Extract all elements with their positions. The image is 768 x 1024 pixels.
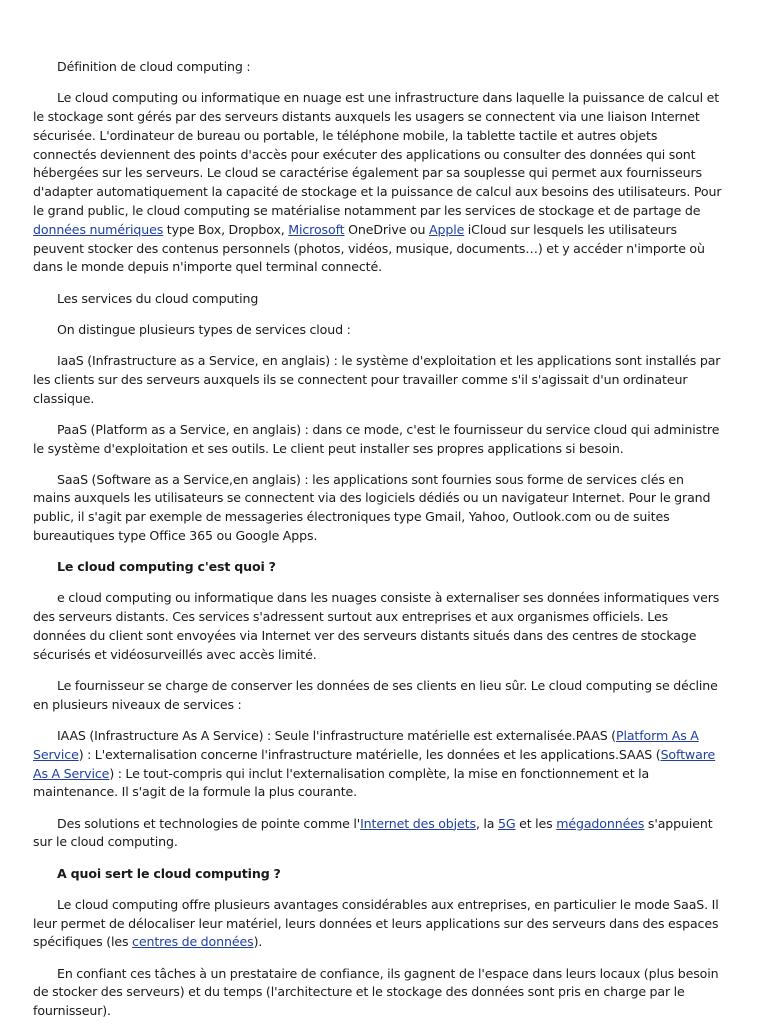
text-run: Le cloud computing c'est quoi ? bbox=[57, 559, 276, 575]
text-run: Le fournisseur se charge de conserver les données de ses clients en lieu sûr. Le cloud computing se décline en plusieurs niveaux de services : bbox=[33, 678, 718, 712]
paragraph bbox=[33, 89, 724, 277]
text-run: iCloud sur lesquels les utilisateurs peuvent stocker des contenus personnels (photos, vidéos, musique, documents…) et y accéder n'importe où dans le monde depuis n'importe quel terminal connecté. bbox=[33, 221, 705, 275]
text-run: et les bbox=[515, 815, 557, 831]
text-run: IaaS (Infrastructure as a Service, en anglais) : le système d'exploitation et les applications sont installés par les clients sur des serveurs auxquels ils se connectent pour travailler comme s'il s'agissait d'un ordinateur classique. bbox=[33, 352, 721, 406]
paragraph bbox=[33, 727, 724, 802]
paragraph bbox=[33, 58, 724, 77]
text-run: e cloud computing ou informatique dans les nuages consiste à externaliser ses données informatiques vers des serveurs distants. Ces services s'adressent surtout aux entreprises et aux organismes officiels. Les données du client sont envoyées via Internet ver des serveurs distants situés dans des centres de stockage sécurisés et vidéosurveillés avec accès limité. bbox=[33, 590, 720, 662]
text-run: En confiant ces tâches à un prestataire de confiance, ils gagnent de l'espace dans leurs locaux (plus besoin de stocker des serveurs) et du temps (l'architecture et le stockage des données sont pris en charge par le fournisseur). bbox=[33, 965, 719, 1019]
paragraph bbox=[33, 471, 724, 546]
text-run: ) : L'externalisation concerne l'infrastructure matérielle, les données et les applications.SAAS ( bbox=[78, 746, 661, 762]
text-run: Le cloud computing offre plusieurs avantages considérables aux entreprises, en particulier le mode SaaS. Il leur permet de délocaliser leur matériel, leurs données et leurs applications sur des serveurs dans des espaces spécifiques (les bbox=[33, 896, 719, 950]
text-run: Des solutions et technologies de pointe comme l' bbox=[57, 815, 361, 831]
section-heading bbox=[33, 558, 724, 577]
paragraph bbox=[33, 290, 724, 309]
hyperlink[interactable]: 5G bbox=[497, 815, 516, 831]
paragraph bbox=[33, 589, 724, 664]
text-run: Définition de cloud computing : bbox=[57, 59, 251, 74]
hyperlink[interactable]: mégadonnées bbox=[556, 815, 645, 831]
hyperlink[interactable]: données numériques bbox=[33, 221, 164, 237]
text-run: A quoi sert le cloud computing ? bbox=[57, 865, 281, 881]
text-run: ). bbox=[253, 934, 263, 950]
text-run: SaaS (Software as a Service,en anglais) : les applications sont fournies sous forme de services clés en mains auxquels les utilisateurs se connectent via des logiciels dédiés ou un navigateur Internet. Pour le grand public, il s'agit par exemple de messageries électroniques type Gmail, Yahoo, Outlook.com ou de suites bureautiques type Office 365 ou Google Apps. bbox=[33, 471, 711, 544]
hyperlink[interactable]: Internet des objets bbox=[360, 815, 476, 831]
paragraph bbox=[33, 677, 724, 715]
paragraph bbox=[33, 965, 724, 1021]
paragraph bbox=[33, 352, 724, 408]
paragraph bbox=[33, 815, 724, 853]
text-run: PaaS (Platform as a Service, en anglais) : dans ce mode, c'est le fournisseur du service cloud qui administre le système d'exploitation et ses outils. Le client peut installer ses propres applications si besoin. bbox=[33, 421, 720, 456]
text-run: OneDrive ou bbox=[344, 221, 429, 237]
paragraph bbox=[33, 421, 724, 459]
text-run: , la bbox=[475, 815, 498, 831]
hyperlink[interactable]: Microsoft bbox=[288, 221, 345, 237]
paragraph bbox=[33, 896, 724, 952]
hyperlink[interactable]: Platform As A Service bbox=[33, 728, 699, 762]
hyperlink[interactable]: centres de données bbox=[132, 934, 254, 950]
text-run: On distingue plusieurs types de services cloud : bbox=[57, 321, 351, 337]
text-run: s'appuient sur le cloud computing. bbox=[33, 815, 713, 850]
text-run: Le cloud computing ou informatique en nuage est une infrastructure dans laquelle la puissance de calcul et le stockage sont gérés par des serveurs distants auxquels les usagers se connectent via une liaison Internet sécurisée. L'ordinateur de bureau ou portable, le téléphone mobile, la tablette tactile et autres objets connectés deviennent des points d'accès pour exécuter des applications ou consulter des données qui sont hébergées sur les serveurs. Le cloud se caractérise également par sa souplesse qui permet aux fournisseurs d'adapter automatiquement la capacité de stockage et la puissance de calcul aux besoins des utilisateurs. Pour le grand public, le cloud computing se matérialise notamment par les services de stockage et de partage de bbox=[33, 90, 722, 218]
paragraph bbox=[33, 321, 724, 340]
hyperlink[interactable]: Apple bbox=[428, 221, 465, 237]
text-run: ) : Le tout-compris qui inclut l'externalisation complète, la mise en fonctionnement et la maintenance. Il s'agit de la formule la plus courante. bbox=[33, 765, 650, 800]
document-body bbox=[33, 58, 724, 1021]
text-run: IAAS (Infrastructure As A Service) : Seule l'infrastructure matérielle est externalisée.PAAS ( bbox=[57, 728, 616, 744]
section-heading bbox=[33, 865, 724, 884]
hyperlink[interactable]: Software As A Service bbox=[33, 746, 716, 781]
text-run: Les services du cloud computing bbox=[57, 290, 259, 306]
text-run: type Box, Dropbox, bbox=[163, 221, 289, 237]
